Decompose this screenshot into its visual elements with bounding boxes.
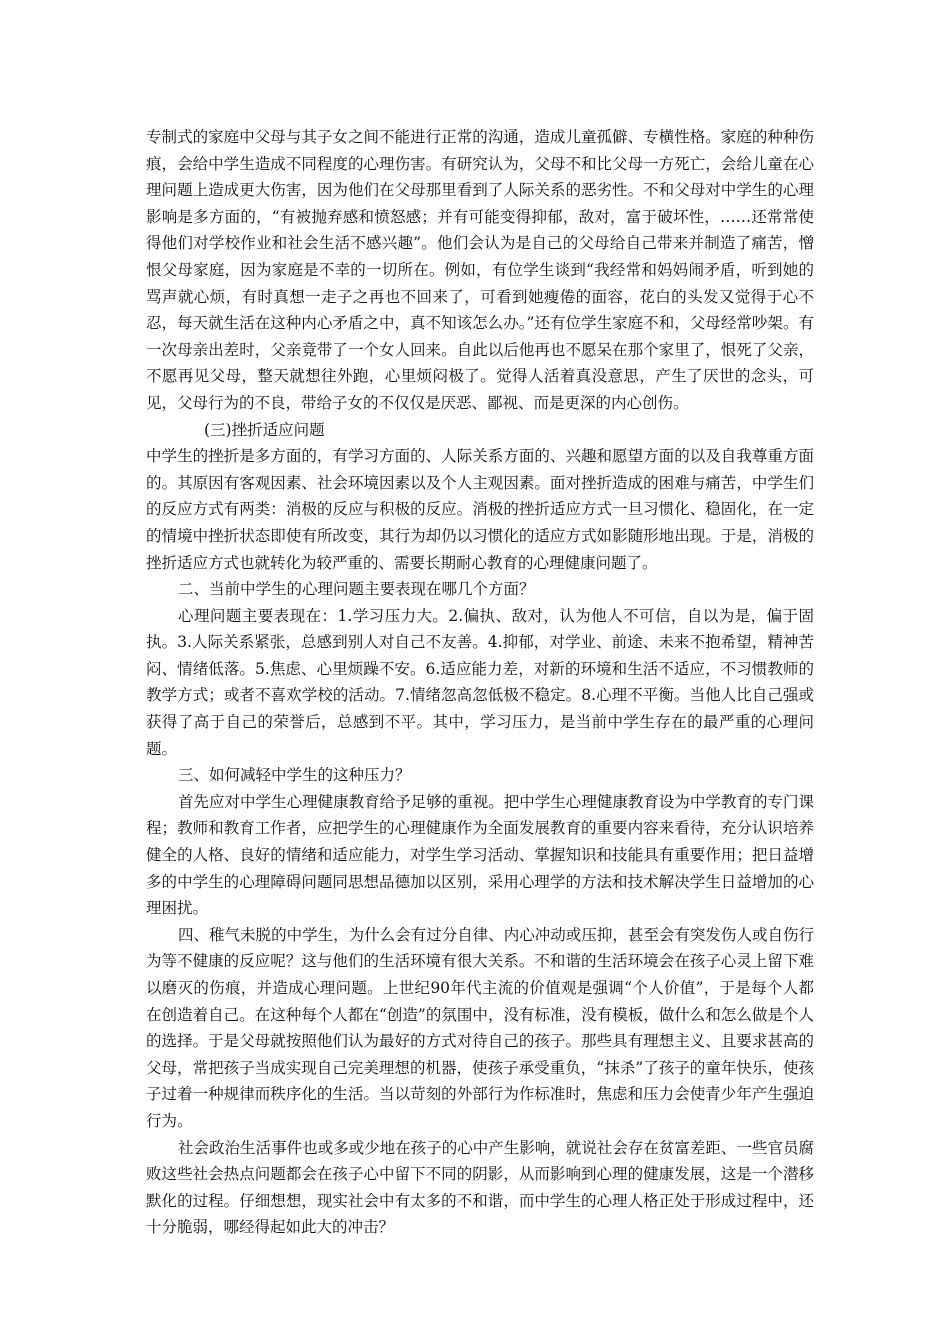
paragraph-family-conflict: 专制式的家庭中父母与其子女之间不能进行正常的沟通，造成儿童孤僻、专横性格。家庭的种种伤痕，会给中学生造成不同程度的心理伤害。有研究认为，父母不和比父母一方死亡，会给儿童在心理问题上造成更大伤害，因为他们在父母那里看到了人际关系的恶劣性。不和父母对中学生的心理影响是多方面的，“有被抛弃感和愤怒感；并有可能变得抑郁，敌对，富于破坏性，……还常常使得他们对学校作业和社会生活不感兴趣”。他们会认为是自己的父母给自己带来并制造了痛苦，憎恨父母家庭，因为家庭是不幸的一切所在。例如，有位学生谈到“我经常和妈妈闹矛盾，听到她的骂声就心烦，有时真想一走子之再也不回来了，可看到她瘦倦的面容，花白的头发又觉得于心不忍，每天就生活在这种内心矛盾之中，真不知该怎么办。”还有位学生家庭不和，父母经常吵架。有一次母亲出差时，父亲竟带了一个女人回来。自此以后他再也不愿呆在那个家里了，恨死了父亲，不愿再见父母，整天就想往外跑，心里烦闷极了。觉得人活着真没意思，产生了厌世的念头，可见，父母行为的不良，带给子女的不仅仅是厌恶、鄙视、而是更深的内心创伤。 <box>146 128 814 412</box>
paragraph-frustration: 中学生的挫折是多方面的，有学习方面的、人际关系方面的、兴趣和愿望方面的以及自我尊重方面的。其原因有客观因素、社会环境因素以及个人主观因素。面对挫折造成的困难与痛苦，中学生们的反应方式有两类：消极的反应与积极的反应。消极的挫折适应方式一旦习惯化、稳固化，在一定的情境中挫折状态即使有所改变，其行为却仍以习惯化的适应方式如影随形地出现。于是，消极的挫折适应方式也就转化为较严重的、需要长期耐心教育的心理健康问题了。 <box>146 447 814 572</box>
section-heading-main-problems: 二、当前中学生的心理问题主要表现在哪几个方面？ <box>178 580 535 599</box>
paragraph-social-influence: 社会政治生活事件也或多或少地在孩子的心中产生影响，就说社会存在贫富差距、一些官员腐败这些社会热点问题都会在孩子心中留下不同的阴影，从而影响到心理的健康发展，这是一个潜移默化的过程。仔细想想，现实社会中有太多的不和谐，而中学生的心理人格正处于形成过程中，还十分脆弱，哪经得起如此大的冲击？ <box>146 1138 814 1237</box>
section-heading-reduce-pressure: 三、如何减轻中学生的这种压力？ <box>178 766 411 785</box>
paragraph-environment: 四、稚气未脱的中学生，为什么会有过分自律、内心冲动或压抑，甚至会有突发伤人或自伤行为等不健康的反应呢？这与他们的生活环境有很大关系。不和谐的生活环境会在孩子心灵上留下难以磨灭的伤痕，并造成心理问题。上世纪90年代主流的价值观是强调“个人价值”，于是每个人都在创造着自己。在这种每个人都在“创造”的氛围中，没有标准，没有模板，做什么和怎么做是个人的选择。于是父母就按照他们认为最好的方式对待自己的孩子。那些具有理想主义、且要求甚高的父母，常把孩子当成实现自己完美理想的机器，使孩子承受重负，“抹杀”了孩子的童年快乐，使孩子过着一种规律而秩序化的生活。当以苛刻的外部行为作标准时，焦虑和压力会使青少年产生强迫行为。 <box>146 925 814 1130</box>
document-body <box>146 124 814 1241</box>
subheading-frustration: (三)挫折适应问题 <box>204 420 325 439</box>
paragraph-main-problems: 心理问题主要表现在：1.学习压力大。2.偏执、敌对，认为他人不可信，自以为是，偏于固执。3.人际关系紧张，总感到别人对自己不友善。4.抑郁，对学业、前途、未来不抱希望，精神苦闷、情绪低落。5.焦虑、心里烦躁不安。6.适应能力差，对新的环境和生活不适应，不习惯教师的教学方式；或者不喜欢学校的活动。7.情绪忽高忽低极不稳定。8.心理不平衡。当他人比自己强或获得了高于自己的荣誉后，总感到不平。其中，学习压力，是当前中学生存在的最严重的心理问题。 <box>146 606 814 758</box>
paragraph-reduce-pressure: 首先应对中学生心理健康教育给予足够的重视。把中学生心理健康教育设为中学教育的专门课程；教师和教育工作者，应把学生的心理健康作为全面发展教育的重要内容来看待，充分认识培养健全的人格、良好的情绪和适应能力，对学生学习活动、掌握知识和技能具有重要作用；把日益增多的中学生的心理障碍问题同思想品德加以区别，采用心理学的方法和技术解决学生日益增加的心理困扰。 <box>146 792 814 918</box>
